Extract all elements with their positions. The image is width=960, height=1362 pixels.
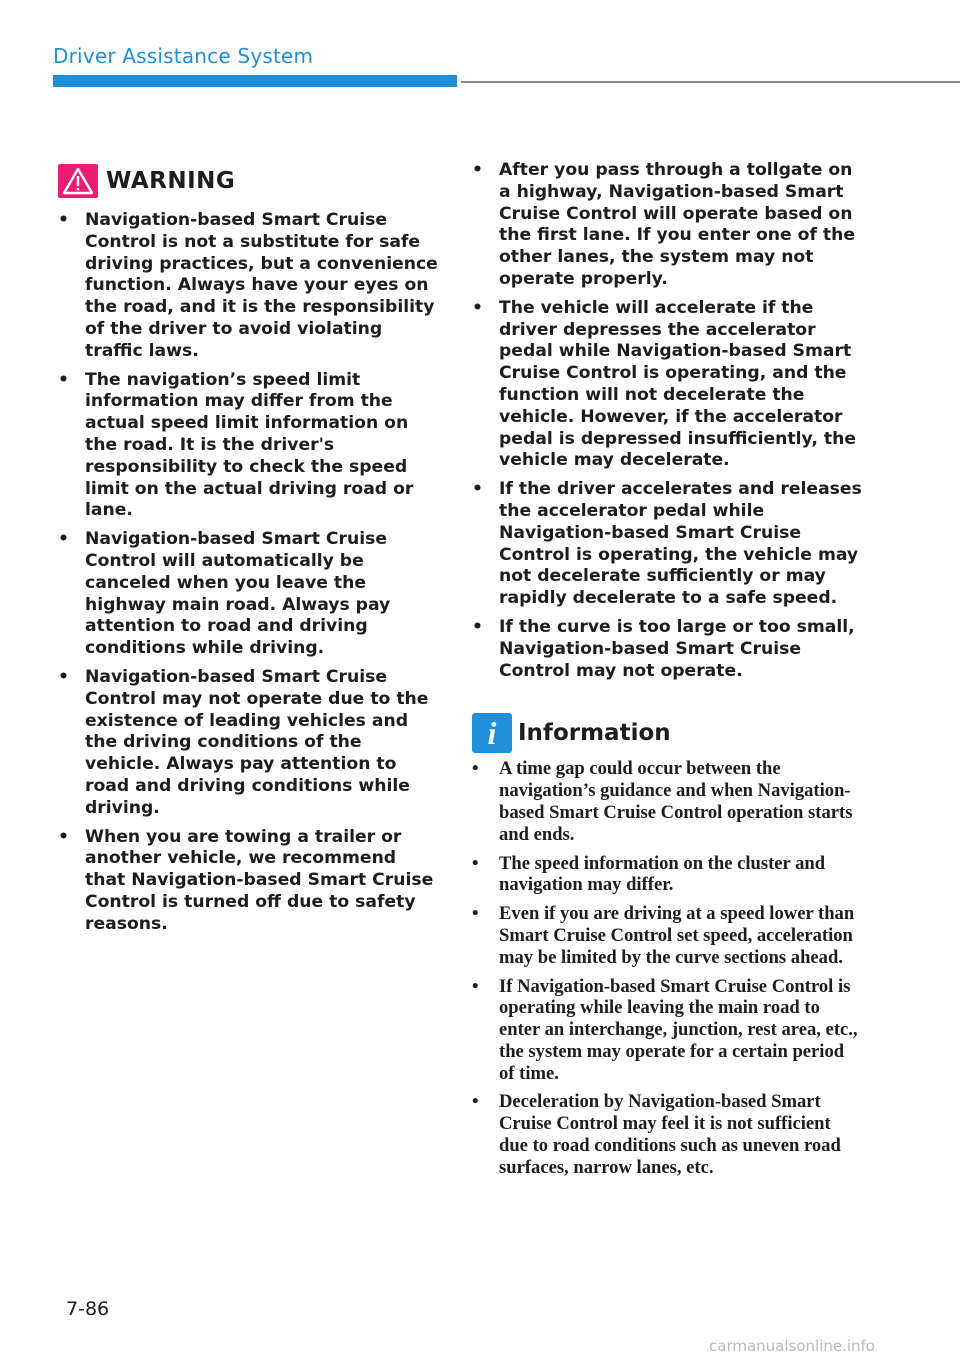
warning-item: • Navigation-based Smart Cruise Control may not operate due to the existence of leading vehicles and the driving conditions of the vehicle. Always pay attention to road and driving conditions while driving. [58, 667, 438, 820]
warning-triangle-icon [58, 164, 98, 198]
warning-list-right [472, 160, 862, 682]
information-item: • Deceleration by Navigation-based Smart Cruise Control may feel it is not sufficient due to road conditions such as uneven road surfaces, narrow lanes, etc. [472, 1091, 862, 1178]
information-heading [472, 712, 862, 754]
information-list [472, 758, 862, 1178]
watermark: carmanualsonline.info [709, 1337, 875, 1355]
warning-item: • When you are towing a trailer or another vehicle, we recommend that Navigation-based Smart Cruise Control is turned off due to safety reasons. [58, 827, 438, 936]
section-title: Driver Assistance System [53, 44, 314, 68]
warning-item: • The navigation’s speed limit information may differ from the actual speed limit information on the road. It is the driver's responsibility to check the speed limit on the actual driving road or lane. [58, 370, 438, 523]
header-divider [461, 81, 960, 83]
warning-heading [58, 160, 438, 202]
warning-item: • Navigation-based Smart Cruise Control will automatically be canceled when you leave the highway main road. Always pay attention to road and driving conditions while driving. [58, 529, 438, 660]
warning-item: • If the curve is too large or too small, Navigation-based Smart Cruise Control may not operate. [472, 617, 862, 682]
header-accent-bar [53, 75, 457, 87]
info-icon: i [472, 713, 512, 753]
left-column [58, 160, 438, 943]
information-item: • Even if you are driving at a speed lower than Smart Cruise Control set speed, acceleration may be limited by the curve sections ahead. [472, 903, 862, 968]
page-number: 7-86 [66, 1298, 110, 1320]
information-item: • A time gap could occur between the navigation’s guidance and when Navigation-based Smart Cruise Control operation starts and ends. [472, 758, 862, 845]
warning-item: • The vehicle will accelerate if the driver depresses the accelerator pedal while Navigation-based Smart Cruise Control is operating, and the function will not decelerate the vehicle. However, if the accelerator pedal is depressed insufficiently, the vehicle may decelerate. [472, 298, 862, 472]
information-item: • If Navigation-based Smart Cruise Control is operating while leaving the main road to enter an interchange, junction, rest area, etc., the system may operate for a certain period of time. [472, 976, 862, 1085]
warning-item: • If the driver accelerates and releases the accelerator pedal while Navigation-based Smart Cruise Control is operating, the vehicle may not decelerate sufficiently or may rapidly decelerate to a safe speed. [472, 479, 862, 610]
information-item: • The speed information on the cluster and navigation may differ. [472, 853, 862, 897]
information-title: Information [518, 720, 671, 747]
warning-item: • After you pass through a tollgate on a highway, Navigation-based Smart Cruise Control will operate based on the first lane. If you enter one of the other lanes, the system may not operate properly. [472, 160, 862, 291]
right-column [472, 160, 862, 1186]
warning-list-left [58, 210, 438, 936]
warning-item: • Navigation-based Smart Cruise Control is not a substitute for safe driving practices, but a convenience function. Always have your eyes on the road, and it is the responsibility of the driver to avoid violating traffic laws. [58, 210, 438, 363]
warning-title: WARNING [106, 168, 236, 194]
